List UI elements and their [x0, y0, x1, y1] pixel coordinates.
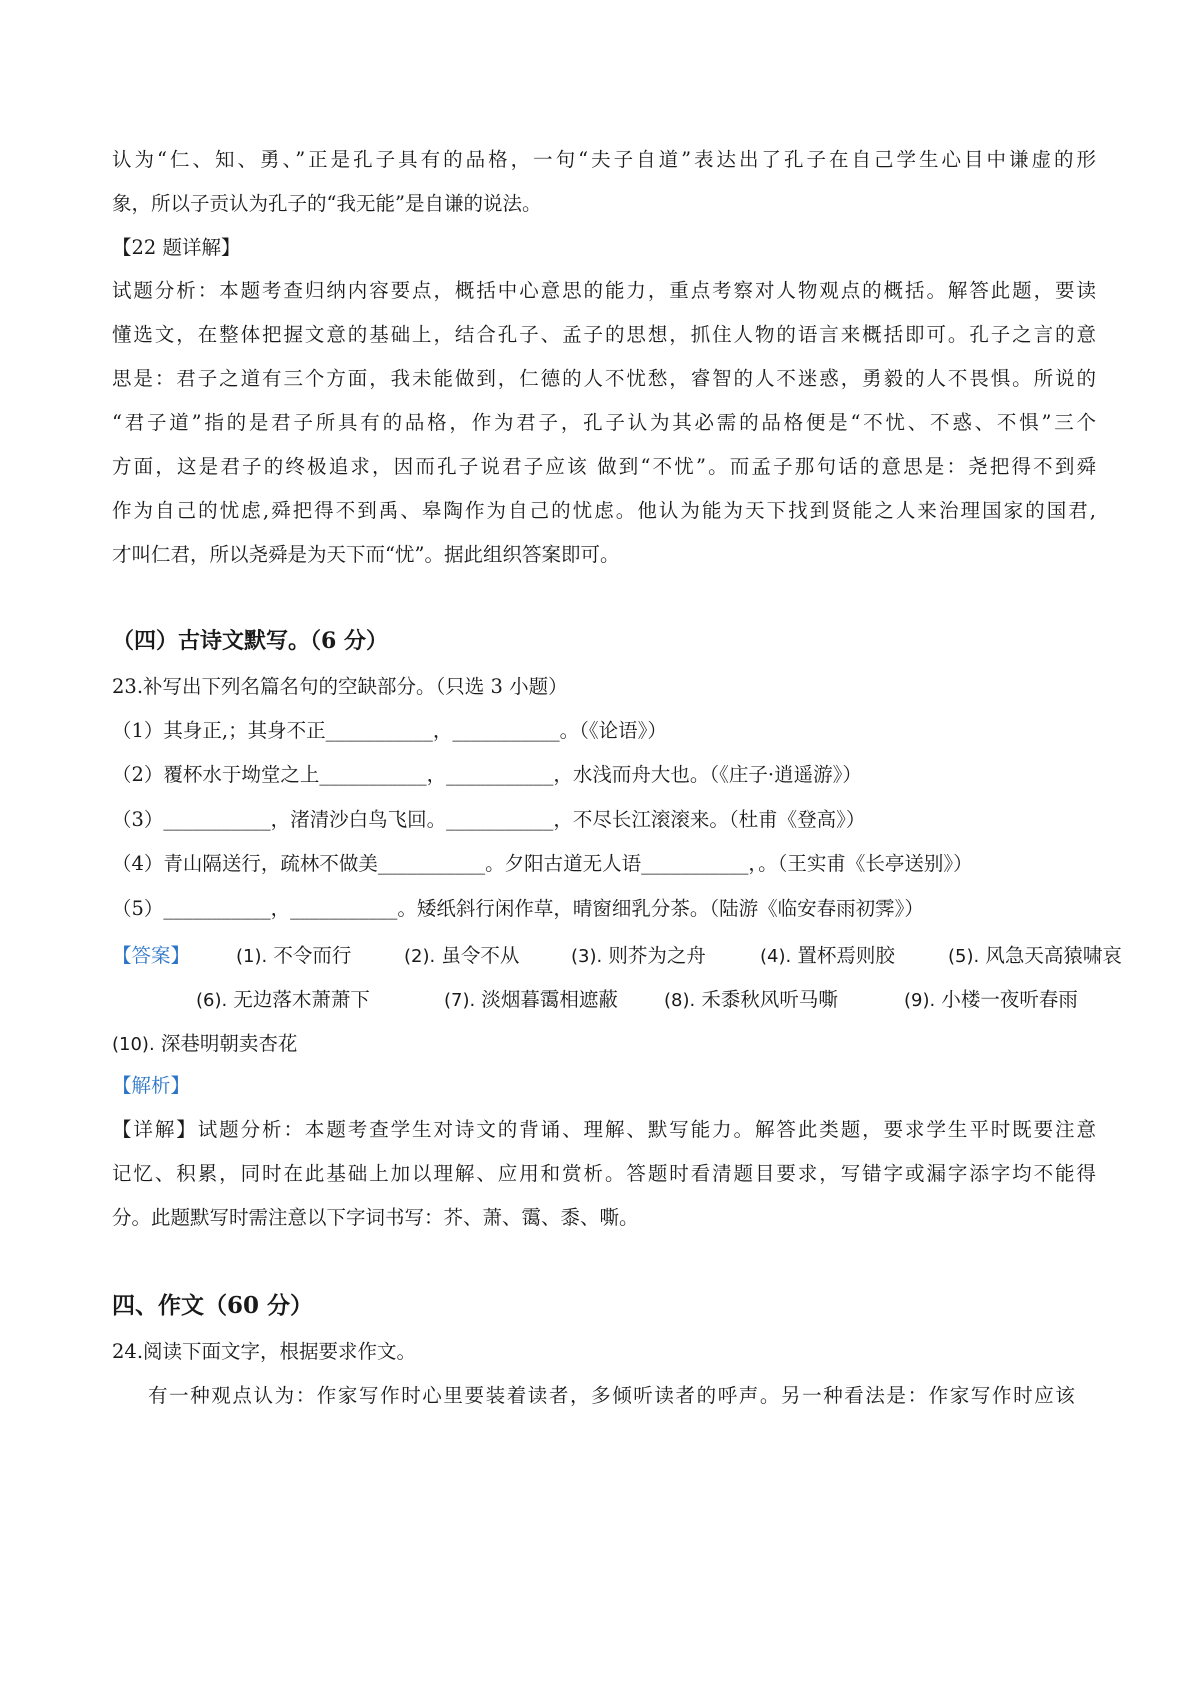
answer-item: (5). 风急天高猿啸哀 — [948, 944, 1122, 967]
answer-item: (2). 虽令不从 — [404, 944, 520, 967]
paragraph-line: 试题分析：本题考查归纳内容要点，概括中心意思的能力，重点考察对人物观点的概括。解答此题，要读 — [112, 279, 1096, 302]
answer-item: (6). 无边落木萧萧下 — [196, 988, 370, 1011]
answer-item: (7). 淡烟暮霭相遮蔽 — [444, 988, 618, 1011]
paragraph-line: 【详解】试题分析：本题考查学生对诗文的背诵、理解、默写能力。解答此类题，要求学生平时既要注意 — [112, 1118, 1096, 1141]
section-heading: （四）古诗文默写。（6 分） — [112, 628, 388, 654]
paragraph-line: 方面，这是君子的终极追求，因而孔子说君子应该 做到“不忧”。而孟子那句话的意思是：尧把得不到舜 — [112, 455, 1096, 478]
question-item: （5）___________，___________。矮纸斜行闲作草，晴窗细乳分茶。（陆游《临安春雨初霁》） — [112, 897, 924, 920]
part-heading: 四、作文（60 分） — [112, 1292, 314, 1319]
paragraph-line: “君子道”指的是君子所具有的品格，作为君子，孔子认为其必需的品格便是“不忧、不惑、不惧”三个 — [112, 411, 1096, 434]
paragraph-line: 懂选文，在整体把握文意的基础上，结合孔子、孟子的思想，抓住人物的语言来概括即可。孔子之言的意 — [112, 323, 1096, 346]
paragraph-line: 分。此题默写时需注意以下字词书写：芥、萧、霭、黍、嘶。 — [112, 1206, 639, 1229]
paragraph-line: 作为自己的忧虑,舜把得不到禹、皋陶作为自己的忧虑。他认为能为天下找到贤能之人来治理国家的国君, — [112, 499, 1096, 522]
paragraph-line: 象，所以子贡认为孔子的“我无能”是自谦的说法。 — [112, 192, 542, 215]
question-prompt: 24.阅读下面文字，根据要求作文。 — [112, 1340, 417, 1363]
paragraph-line: 认为“仁、知、勇、”正是孔子具有的品格，一句“夫子自道”表达出了孔子在自己学生心目中谦虚的形 — [112, 148, 1096, 171]
answer-label: 【答案】 — [112, 944, 191, 967]
analysis-label: 【解析】 — [112, 1074, 191, 1097]
answer-item: (8). 禾黍秋风听马嘶 — [664, 988, 838, 1011]
question-prompt: 23.补写出下列名篇名句的空缺部分。（只选 3 小题） — [112, 675, 568, 698]
paragraph-line: 才叫仁君，所以尧舜是为天下而“忧”。据此组织答案即可。 — [112, 543, 620, 566]
answer-item: (1). 不令而行 — [236, 944, 352, 967]
paragraph-line: 思是：君子之道有三个方面，我未能做到，仁德的人不忧愁，睿智的人不迷惑，勇毅的人不畏惧。所说的 — [112, 367, 1096, 390]
question-item: （1）其身正,；其身不正___________，___________。（《论语》） — [112, 719, 667, 742]
question-item: （4）青山隔送行，疏林不做美___________。夕阳古道无人语___________，。（王实甫《长亭送别》） — [112, 852, 973, 875]
q22-heading: 【22 题详解】 — [112, 236, 241, 259]
answer-item: (9). 小楼一夜听春雨 — [904, 988, 1078, 1011]
answer-item: (10). 深巷明朝卖杏花 — [112, 1032, 298, 1055]
answer-item: (4). 置杯焉则胶 — [760, 944, 895, 967]
answer-item: (3). 则芥为之舟 — [571, 944, 706, 967]
paragraph-line: 有一种观点认为：作家写作时心里要装着读者，多倾听读者的呼声。另一种看法是：作家写作时应该 — [148, 1384, 1077, 1407]
question-item: （2）覆杯水于坳堂之上___________，___________，水浅而舟大也。（《庄子·逍遥游》） — [112, 763, 862, 786]
paragraph-line: 记忆、积累，同时在此基础上加以理解、应用和赏析。答题时看清题目要求，写错字或漏字添字均不能得 — [112, 1162, 1096, 1185]
question-item: （3）___________，渚清沙白鸟飞回。___________，不尽长江滚滚来。（杜甫《登高》） — [112, 808, 866, 831]
